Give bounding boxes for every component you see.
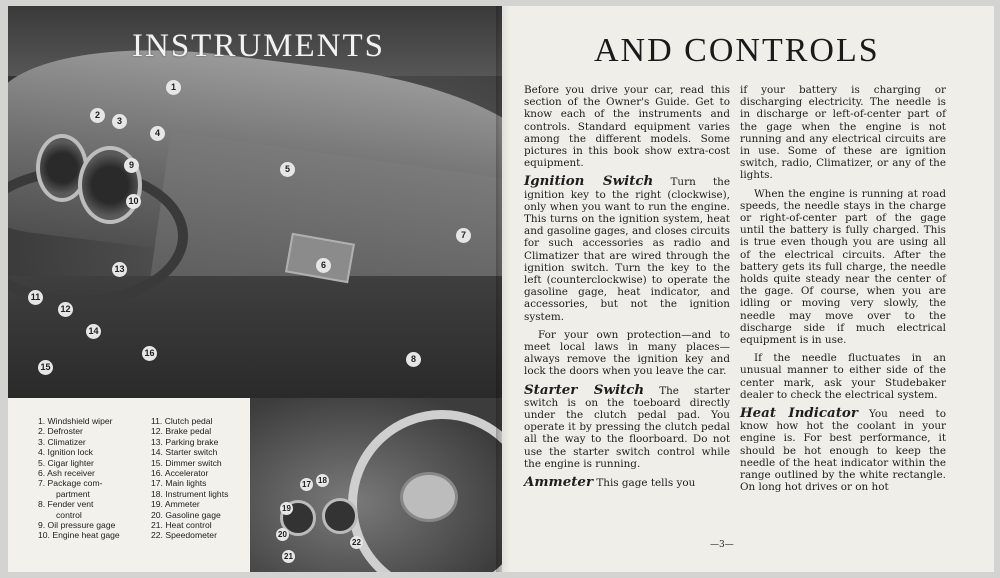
legend-item: 3. Climatizer (38, 436, 86, 447)
legend-item: 18. Instrument lights (151, 488, 229, 499)
page-gutter (496, 6, 510, 572)
callout-9: 9 (124, 158, 139, 173)
legend-item: 6. Ash receiver (38, 468, 95, 479)
left-page (8, 6, 502, 572)
callout-6: 6 (316, 258, 331, 273)
legend-item: 1. Windshield wiper (38, 416, 113, 426)
heading-heat-indicator: Heat Indicator (740, 405, 858, 422)
callout-8: 8 (406, 352, 421, 367)
callout-22: 22 (350, 536, 363, 549)
legend-item: 12. Brake pedal (151, 426, 212, 437)
callout-1: 1 (166, 80, 181, 95)
callout-21: 21 (282, 550, 295, 563)
legend-item: partment (56, 488, 90, 499)
text-column-right (740, 84, 946, 500)
legend-item: 11. Clutch pedal (151, 416, 213, 426)
legend-item: 15. Dimmer switch (151, 457, 222, 468)
page-title-instruments: INSTRUMENTS (132, 28, 386, 64)
heading-ammeter: Ammeter (524, 474, 594, 491)
ammeter-paragraph-3: If the needle fluctuates in an unusual manner to either side of the center mark, ask your Studebaker dealer to check the electrical system. (740, 352, 946, 401)
callout-13: 13 (112, 262, 127, 277)
callout-12: 12 (58, 302, 73, 317)
right-page (502, 6, 994, 572)
legend-item: 7. Package com- (38, 478, 103, 489)
instrument-legend (8, 398, 250, 572)
page-number: —3— (710, 540, 734, 550)
callout-17: 17 (300, 478, 313, 491)
callout-18: 18 (316, 474, 329, 487)
callout-7: 7 (456, 228, 471, 243)
legend-item: control (56, 509, 82, 520)
legend-item: 2. Defroster (38, 426, 83, 437)
legend-item: 16. Accelerator (151, 468, 209, 479)
heading-starter-switch: Starter Switch (524, 381, 645, 398)
callout-2: 2 (90, 108, 105, 123)
page-title-controls: AND CONTROLS (594, 32, 880, 69)
ammeter-text: This gage tells you (596, 477, 696, 490)
legend-item: 17. Main lights (151, 478, 207, 489)
legend-column-1 (38, 416, 120, 541)
text-column-left (524, 84, 730, 495)
legend-item: 20. Gasoline gage (151, 509, 221, 520)
legend-item: 13. Parking brake (151, 436, 219, 447)
callout-11: 11 (28, 290, 43, 305)
legend-item: 22. Speedometer (151, 530, 217, 541)
ammeter-paragraph-2: When the engine is running at road speeds, the needle stays in the charge or right-of-center part of the gage until the battery is fully charged. This is true even though you are using all of the electrical circuits. After the battery gets its full charge, the needle holds quite steady near the center of the gage. Of course, when you are idling or moving very slowly, the needle may move over to the discharge side if much electrical equipment is in use. (740, 187, 946, 347)
legend-item: 5. Cigar lighter (38, 457, 94, 468)
callout-14: 14 (86, 324, 101, 339)
callout-4: 4 (150, 126, 165, 141)
callout-3: 3 (112, 114, 127, 129)
callout-19: 19 (280, 502, 293, 515)
starter-switch-text: The starter switch is on the toeboard directly under the clutch pedal pad. You operate it by pressing the clutch pedal all the way to the floorboard. Do not use the starter switch control while the engine is running. (524, 384, 730, 470)
heading-ignition-switch: Ignition Switch (524, 173, 654, 190)
legend-item: 21. Heat control (151, 520, 212, 531)
legend-item: 9. Oil pressure gage (38, 520, 116, 531)
ignition-switch-text: Turn the ignition key to the right (clockwise), only when you want to run the engine. This turns on the ignition system, heat and gasoline gages, and closes circuits for such accessories as radio and Climatizer that are wired through the ignition switch. Turn the key to the left (counterclockwise) to operate the gasoline gage, heat indicator, and accessories, but not the ignition system. (524, 176, 730, 323)
legend-item: 10. Engine heat gage (38, 530, 120, 541)
heat-indicator-text: You need to know how hot the coolant in your engine is. For best performance, it should be hot enough to keep the needle of the heat indicator within the range outlined by the white rectangle. On long hot drives or on hot (740, 408, 946, 494)
steering-wheel-photo (250, 398, 502, 572)
dashboard-photo (8, 6, 502, 398)
callout-10: 10 (126, 194, 141, 209)
callout-5: 5 (280, 162, 295, 177)
callout-16: 16 (142, 346, 157, 361)
legend-item: 8. Fender vent (38, 499, 94, 510)
legend-item: 14. Starter switch (151, 447, 218, 458)
ammeter-paragraph-1: if your battery is charging or discharging electricity. The needle is in discharge or left-of-center part of the gage when the engine is not running and any electrical circuits are in use. Some of these are ignition switch, radio, Climatizer, or any of the lights. (740, 84, 946, 182)
callout-15: 15 (38, 360, 53, 375)
callout-20: 20 (276, 528, 289, 541)
legend-item: 4. Ignition lock (38, 447, 93, 458)
protection-paragraph: For your own protection—and to meet local laws in many places—always remove the ignition key and lock the doors when you leave the car. (524, 328, 730, 378)
intro-paragraph: Before you drive your car, read this section of the Owner's Guide. Get to know each of the instruments and controls. Standard equipment varies among the different models. Some pictures in this book show extra-cost equipment. (524, 84, 730, 170)
legend-item: 19. Ammeter (151, 499, 200, 510)
legend-column-2 (151, 416, 228, 541)
